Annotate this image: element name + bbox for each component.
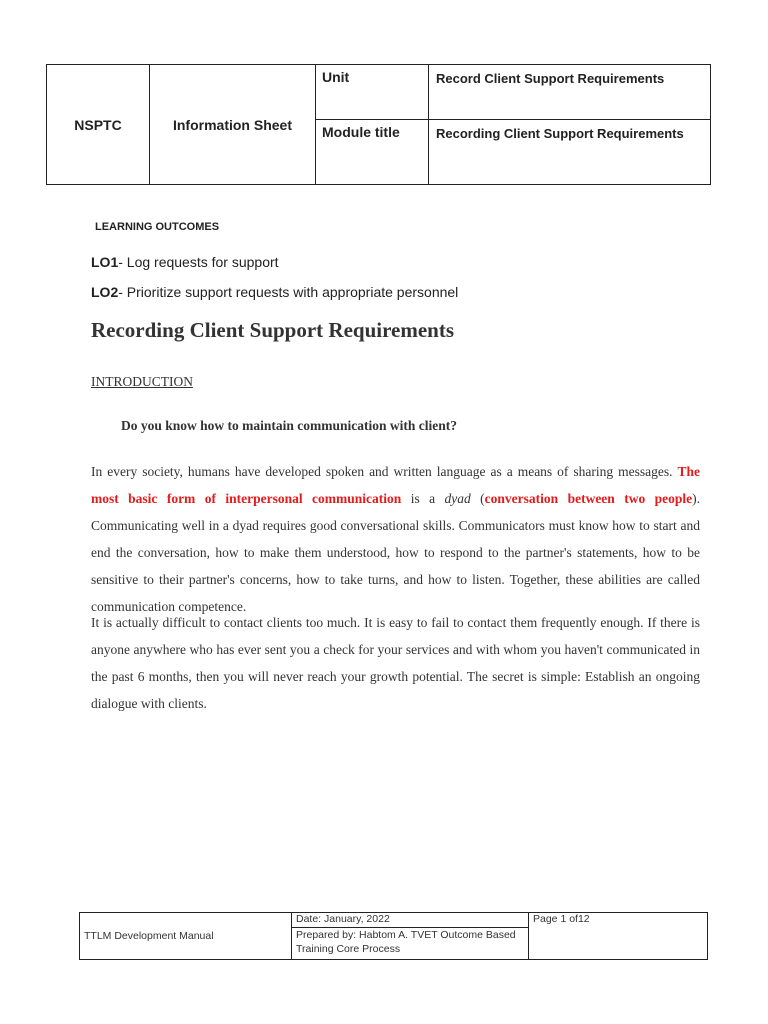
highlight-text: The most basic form of interpersonal communication [91,464,700,506]
learning-outcomes-heading: LEARNING OUTCOMES [95,221,220,233]
footer-date: Date: January, 2022 [292,913,529,928]
header-table [46,64,711,185]
page-title: Recording Client Support Requirements [91,318,455,342]
unit-value: Record Client Support Requirements [429,65,711,120]
doc-type: Information Sheet [150,65,316,185]
emphasis-text: dyad [444,491,471,506]
org-name: NSPTC [47,65,150,185]
lo-code: LO2 [91,284,119,300]
unit-label: Unit [316,65,429,120]
module-value: Recording Client Support Requirements [429,120,711,185]
footer-page-number: Page 1 of12 [529,913,708,960]
learning-outcome-item [91,254,279,270]
lo-code: LO1 [91,254,119,270]
footer-prepared-by: Prepared by: Habtom A. TVET Outcome Based Training Core Process [292,928,529,960]
footer-manual: TTLM Development Manual [80,913,292,960]
lo-text: - Log requests for support [118,254,279,270]
lo-text: - Prioritize support requests with appropriate personnel [118,284,459,300]
highlight-text: conversation between two people [484,491,693,506]
footer-table [79,912,708,960]
paragraph-1: In every society, humans have developed spoken and written language as a means of sharing messages. The most basic form of interpersonal communication is a dyad (conversation between two people). Communicating well in a dyad requires good conversational skills. Communicators must know how to start and end the conversation, how to make them understood, how to respond to the partner's statements, how to be sensitive to their partner's concerns, how to take turns, and how to listen. Together, these abilities are called communication competence. [91,464,701,614]
paragraph-2: It is actually difficult to contact clients too much. It is easy to fail to contact them frequently enough. If there is anyone anywhere who has ever sent you a check for your services and with whom you haven't communicated in the past 6 months, then you will never reach your growth potential. The secret is simple: Establish an ongoing dialogue with clients. [91,615,700,711]
learning-outcome-item [91,284,458,300]
intro-question: Do you know how to maintain communication with client? [121,418,458,433]
module-label: Module title [316,120,429,185]
introduction-heading: INTRODUCTION [91,374,193,389]
